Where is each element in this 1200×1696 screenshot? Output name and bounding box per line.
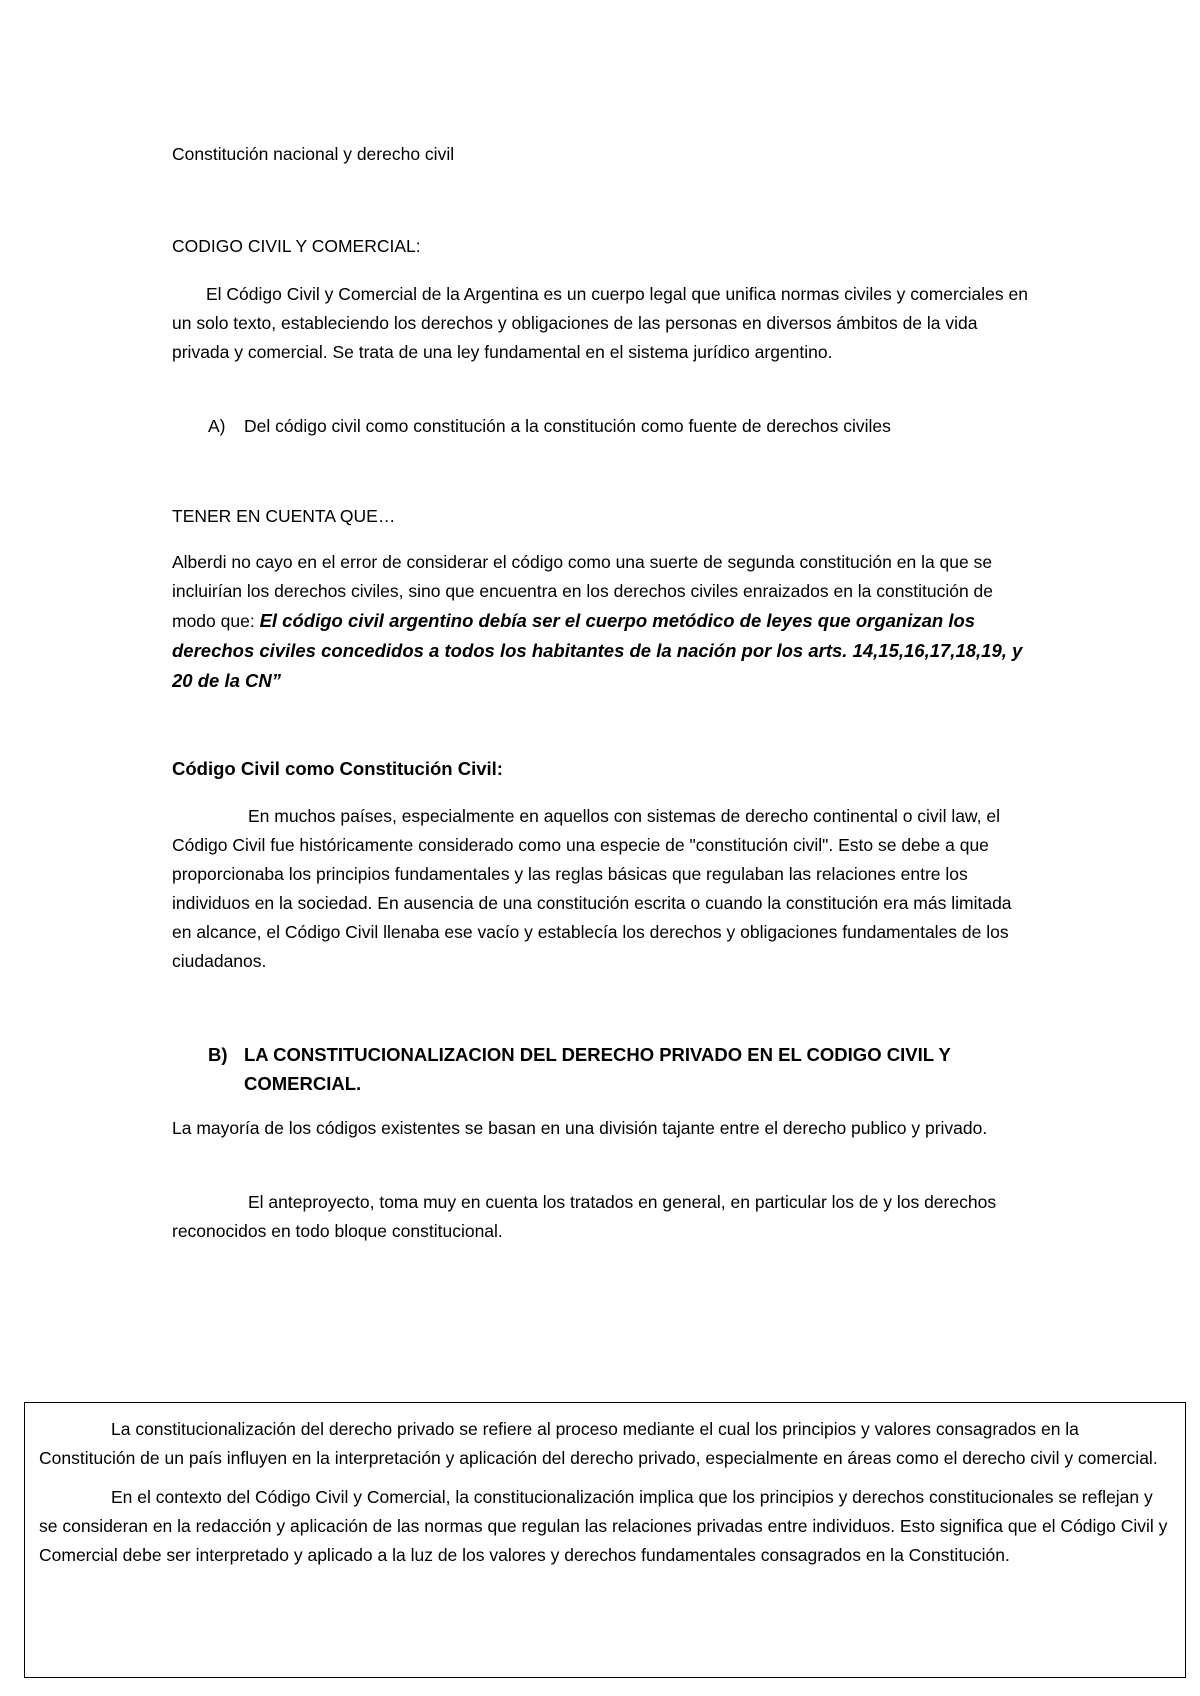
paragraph-codigo-civil: El Código Civil y Comercial de la Argentina es un cuerpo legal que unifica normas civiles y comerciales en un solo texto, estableciendo los derechos y obligaciones de las personas en diversos ámbitos de la vida privada y comercial. Se trata de una ley fundamental en el sistema jurídico argentino.: [172, 284, 1028, 362]
document-title: Constitución nacional y derecho civil: [172, 144, 455, 164]
paragraph-division-derecho: La mayoría de los códigos existentes se basan en una división tajante entre el derecho publico y privado.: [172, 1118, 988, 1138]
list-marker-b: B): [208, 1044, 228, 1065]
list-item-b: [208, 1040, 1048, 1098]
box-paragraph-1: La constitucionalización del derecho privado se refiere al proceso mediante el cual los principios y valores consagrados en la Constitución de un país influyen en la interpretación y aplicación del derecho privado, especialmente en áreas como el derecho civil y comercial.: [39, 1419, 1158, 1468]
list-item-a: [208, 412, 1048, 441]
list-marker-a: A): [208, 416, 226, 436]
section-heading-tener: TENER EN CUENTA QUE…: [172, 506, 396, 526]
section-heading-constitucion-civil: Código Civil como Constitución Civil:: [172, 758, 503, 779]
paragraph-anteproyecto: El anteproyecto, toma muy en cuenta los tratados en general, en particular los de y los derechos reconocidos en todo bloque constitucional.: [172, 1192, 997, 1241]
paragraph-alberdi: [172, 548, 1032, 696]
section-heading-codigo-civil: CODIGO CIVIL Y COMERCIAL:: [172, 236, 421, 256]
paragraph-constitucion-civil: En muchos países, especialmente en aquellos con sistemas de derecho continental o civil law, el Código Civil fue históricamente considerado como una especie de "constitución civil". Esto se debe a que proporcionaba los principios fundamentales y las reglas básicas que regulaban las relaciones entre los individuos en la sociedad. En ausencia de una constitución escrita o cuando la constitución era más limitada en alcance, el Código Civil llenaba ese vacío y establecía los derechos y obligaciones fundamentales de los ciudadanos.: [172, 806, 1012, 971]
text-box-constitucionalizacion: [24, 1402, 1186, 1678]
box-paragraph-2: En el contexto del Código Civil y Comercial, la constitucionalización implica que los principios y derechos constitucionales se reflejan y se consideran en la redacción y aplicación de las normas que regulan las relaciones privadas entre individuos. Esto significa que el Código Civil y Comercial debe ser interpretado y aplicado a la luz de los valores y derechos fundamentales consagrados en la Constitución.: [39, 1487, 1168, 1565]
paragraph-alberdi-quote: El código civil argentino debía ser el cuerpo metódico de leyes que organizan los derechos civiles concedidos a todos los habitantes de la nación por los arts. 14,15,16,17,18,19, y 20 de la CN”: [172, 610, 1023, 691]
list-text-a: Del código civil como constitución a la constitución como fuente de derechos civiles: [244, 416, 891, 436]
paragraph-alberdi-text: Alberdi no cayo en el error de considerar el código como una suerte de segunda constitución en la que se incluirían los derechos civiles, sino que encuentra en los derechos civiles enraizados en la constitución de modo que:: [172, 552, 994, 631]
list-text-b: LA CONSTITUCIONALIZACION DEL DERECHO PRIVADO EN EL CODIGO CIVIL Y COMERCIAL.: [244, 1044, 951, 1094]
